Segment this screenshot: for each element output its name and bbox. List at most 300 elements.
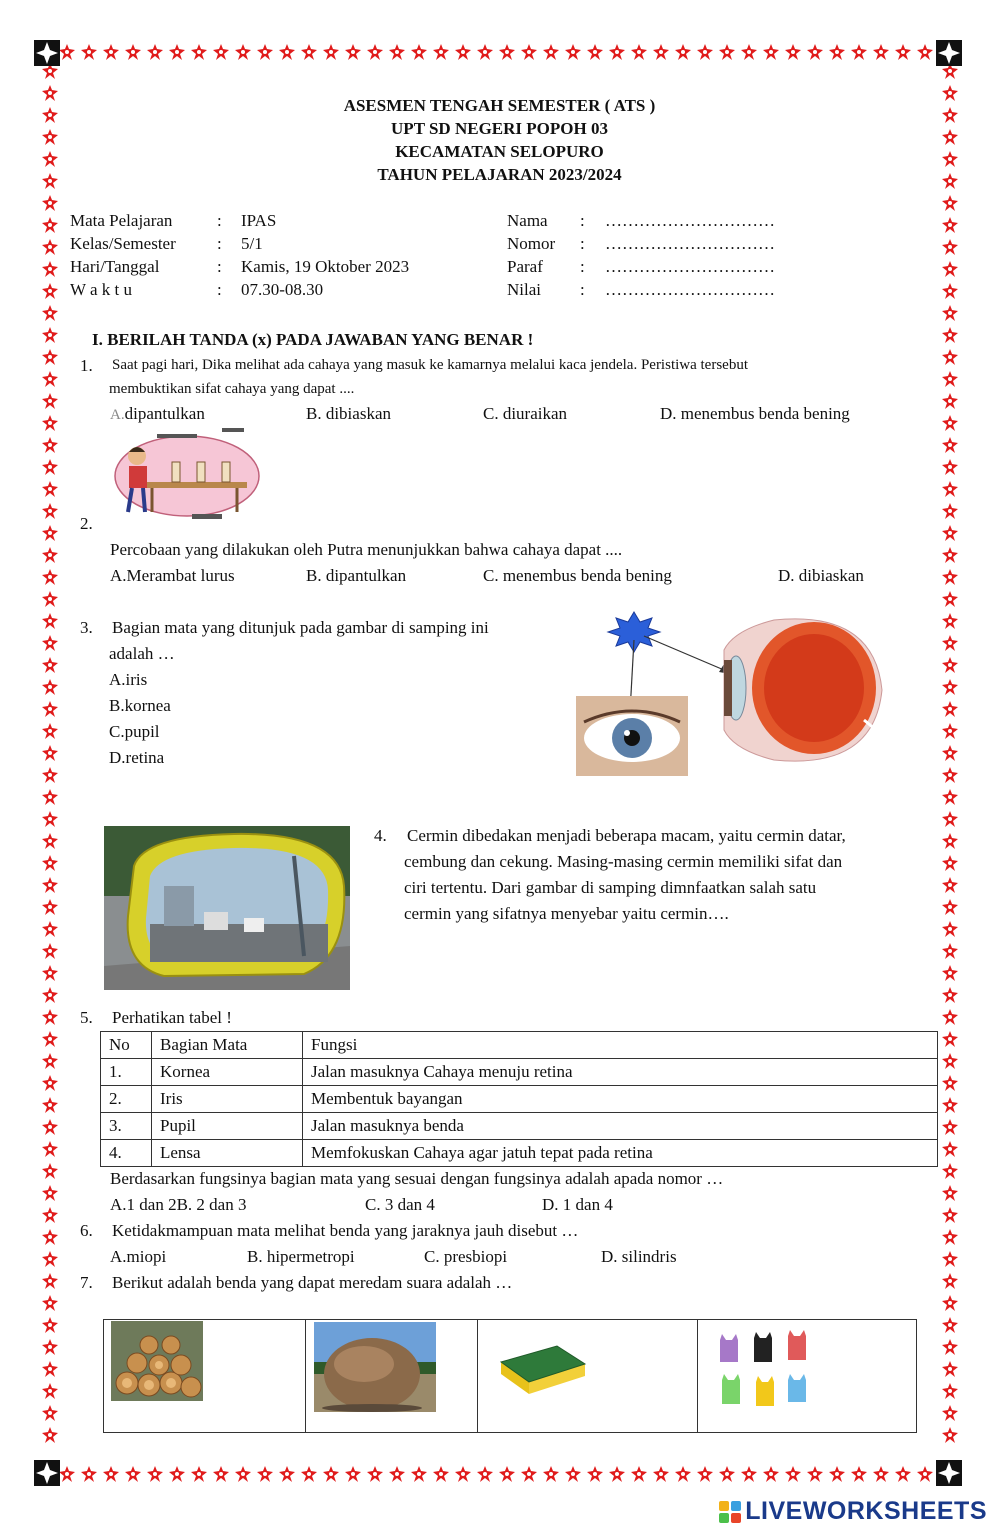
border-star-icon xyxy=(941,458,959,476)
eye-anatomy-image xyxy=(574,610,894,780)
border-star-icon xyxy=(256,1465,274,1483)
liveworksheets-logo-icon xyxy=(719,1501,741,1523)
border-star-icon xyxy=(388,43,406,61)
border-star-icon xyxy=(941,656,959,674)
q5-option-a-b[interactable]: A.1 dan 2B. 2 dan 3 xyxy=(110,1195,247,1214)
border-star-icon xyxy=(300,43,318,61)
border-star-icon xyxy=(41,392,59,410)
border-star-icon xyxy=(41,810,59,828)
border-star-icon xyxy=(278,43,296,61)
border-star-icon xyxy=(941,568,959,586)
border-star-icon xyxy=(41,722,59,740)
plastic-bags-image[interactable] xyxy=(716,1326,816,1412)
border-star-icon xyxy=(608,1465,626,1483)
eye-parts-table xyxy=(100,1031,938,1167)
q1-option-a[interactable] xyxy=(110,404,205,424)
signature-field[interactable]: ………………………… xyxy=(605,257,775,276)
border-star-icon xyxy=(344,1465,362,1483)
info-sep: : xyxy=(580,211,585,230)
option-prefix: A. xyxy=(110,407,125,423)
border-star-icon xyxy=(41,656,59,674)
border-star-icon xyxy=(410,43,428,61)
border-star-icon xyxy=(941,216,959,234)
q4-text-line2: cembung dan cekung. Masing-masing cermin memiliki sifat dan xyxy=(404,852,843,871)
border-star-icon xyxy=(941,898,959,916)
border-star-icon xyxy=(41,1294,59,1312)
q3-option-d[interactable]: D.retina xyxy=(109,748,165,767)
border-star-icon xyxy=(41,1338,59,1356)
info-label: Paraf xyxy=(507,257,543,276)
border-star-icon xyxy=(941,238,959,256)
border-star-icon xyxy=(586,1465,604,1483)
q3-number: 3. xyxy=(80,618,93,637)
border-star-icon xyxy=(41,260,59,278)
border-star-icon xyxy=(41,480,59,498)
border-star-icon xyxy=(41,942,59,960)
border-star-icon xyxy=(941,942,959,960)
border-star-icon xyxy=(41,1184,59,1202)
border-star-icon xyxy=(41,898,59,916)
q7-text: Berikut adalah benda yang dapat meredam suara adalah … xyxy=(112,1273,513,1292)
border-star-icon xyxy=(894,1465,912,1483)
light-experiment-illustration xyxy=(112,424,262,524)
border-star-icon xyxy=(806,43,824,61)
info-value: Kamis, 19 Oktober 2023 xyxy=(241,257,410,276)
border-star-icon xyxy=(41,194,59,212)
border-star-icon xyxy=(941,810,959,828)
border-star-icon xyxy=(941,788,959,806)
border-star-icon xyxy=(941,1382,959,1400)
border-star-icon xyxy=(542,1465,560,1483)
border-star-icon xyxy=(190,43,208,61)
border-star-icon xyxy=(41,1162,59,1180)
border-star-icon xyxy=(941,986,959,1004)
table-cell: Jalan masuknya Cahaya menuju retina xyxy=(303,1059,938,1086)
border-star-icon xyxy=(740,43,758,61)
border-star-icon xyxy=(894,43,912,61)
info-label: Kelas/Semester xyxy=(70,234,176,253)
border-star-icon xyxy=(872,1465,890,1483)
border-star-icon xyxy=(718,1465,736,1483)
border-star-icon xyxy=(941,1118,959,1136)
border-star-icon xyxy=(41,854,59,872)
border-star-icon xyxy=(41,1382,59,1400)
border-star-icon xyxy=(941,370,959,388)
border-star-icon xyxy=(190,1465,208,1483)
border-star-icon xyxy=(941,1404,959,1422)
border-star-icon xyxy=(146,1465,164,1483)
number-field[interactable]: ………………………… xyxy=(605,234,775,253)
q7-number: 7. xyxy=(80,1273,93,1292)
info-label: Nama xyxy=(507,211,548,230)
table-cell: Membentuk bayangan xyxy=(303,1086,938,1113)
border-star-icon xyxy=(941,678,959,696)
border-star-icon xyxy=(41,832,59,850)
info-value: 07.30-08.30 xyxy=(241,280,324,299)
border-star-icon xyxy=(212,1465,230,1483)
border-star-icon xyxy=(300,1465,318,1483)
border-star-icon xyxy=(941,282,959,300)
sponge-image[interactable] xyxy=(497,1342,589,1400)
border-star-icon xyxy=(916,1465,934,1483)
border-star-icon xyxy=(941,1228,959,1246)
q2-option-a[interactable]: A.Merambat lurus xyxy=(110,566,235,585)
table-row xyxy=(101,1059,938,1086)
q5-number: 5. xyxy=(80,1008,93,1027)
border-star-icon xyxy=(278,1465,296,1483)
liveworksheets-logo[interactable] xyxy=(719,1497,987,1526)
border-star-icon xyxy=(941,1140,959,1158)
decorative-border-top xyxy=(34,40,964,64)
border-star-icon xyxy=(168,1465,186,1483)
border-star-icon xyxy=(41,1228,59,1246)
border-star-icon xyxy=(41,546,59,564)
border-star-icon xyxy=(630,43,648,61)
border-star-icon xyxy=(941,876,959,894)
border-star-icon xyxy=(146,43,164,61)
border-star-icon xyxy=(941,832,959,850)
border-star-icon xyxy=(941,854,959,872)
border-star-icon xyxy=(41,216,59,234)
car-side-mirror-image xyxy=(104,826,350,990)
border-star-icon xyxy=(366,43,384,61)
border-star-icon xyxy=(806,1465,824,1483)
info-label: Mata Pelajaran xyxy=(70,211,173,230)
border-star-icon xyxy=(322,43,340,61)
table-cell: Memfokuskan Cahaya agar jatuh tepat pada retina xyxy=(303,1140,938,1167)
border-star-icon xyxy=(608,43,626,61)
border-star-icon xyxy=(520,43,538,61)
border-star-icon xyxy=(941,546,959,564)
border-star-icon xyxy=(41,568,59,586)
border-star-icon xyxy=(41,326,59,344)
border-star-icon xyxy=(850,43,868,61)
border-star-icon xyxy=(41,744,59,762)
border-star-icon xyxy=(102,43,120,61)
district-name: KECAMATAN SELOPURO xyxy=(395,142,604,161)
decorative-border-bottom xyxy=(34,1462,964,1486)
border-star-icon xyxy=(542,43,560,61)
score-field[interactable]: ………………………… xyxy=(605,280,775,299)
border-star-icon xyxy=(696,43,714,61)
q6-option-d[interactable]: D. silindris xyxy=(601,1247,677,1266)
border-star-icon xyxy=(388,1465,406,1483)
border-star-icon xyxy=(41,458,59,476)
border-star-icon xyxy=(41,1052,59,1070)
border-star-icon xyxy=(784,43,802,61)
border-star-icon xyxy=(941,524,959,542)
q1-number: 1. xyxy=(80,356,93,375)
table-header-cell: Bagian Mata xyxy=(152,1032,303,1059)
border-star-icon xyxy=(322,1465,340,1483)
table-cell: Iris xyxy=(152,1086,303,1113)
border-star-icon xyxy=(41,876,59,894)
q6-option-b[interactable]: B. hipermetropi xyxy=(247,1247,355,1266)
border-star-icon xyxy=(41,612,59,630)
q2-text: Percobaan yang dilakukan oleh Putra menunjukkan bahwa cahaya dapat .... xyxy=(110,540,623,559)
border-star-icon xyxy=(41,238,59,256)
border-star-icon xyxy=(41,1008,59,1026)
border-star-icon xyxy=(941,1272,959,1290)
table-cell: 1. xyxy=(101,1059,152,1086)
q1-option-b[interactable]: B. dibiaskan xyxy=(306,404,391,423)
q2-option-b[interactable]: B. dipantulkan xyxy=(306,566,407,585)
border-star-icon xyxy=(124,43,142,61)
border-star-icon xyxy=(41,1404,59,1422)
info-sep: : xyxy=(217,280,222,299)
border-star-icon xyxy=(941,612,959,630)
border-star-icon xyxy=(168,43,186,61)
table-cell: 3. xyxy=(101,1113,152,1140)
border-star-icon xyxy=(941,194,959,212)
section-title: I. BERILAH TANDA (x) PADA JAWABAN YANG BENAR ! xyxy=(92,330,534,349)
q5-question: Berdasarkan fungsinya bagian mata yang sesuai dengan fungsinya adalah apada nomor … xyxy=(110,1169,724,1188)
border-star-icon xyxy=(41,1272,59,1290)
table-header-row xyxy=(101,1032,938,1059)
border-star-icon xyxy=(41,1096,59,1114)
border-star-icon xyxy=(498,1465,516,1483)
info-value: IPAS xyxy=(241,211,277,230)
info-sep: : xyxy=(580,257,585,276)
border-star-icon xyxy=(432,1465,450,1483)
q3-text: Bagian mata yang ditunjuk pada gambar di samping ini xyxy=(112,618,489,637)
q3-option-a[interactable]: A.iris xyxy=(109,670,148,689)
border-star-icon xyxy=(674,43,692,61)
table-cell: Jalan masuknya benda xyxy=(303,1113,938,1140)
border-star-icon xyxy=(941,436,959,454)
border-star-icon xyxy=(941,766,959,784)
q6-option-a[interactable]: A.miopi xyxy=(110,1247,167,1266)
q6-number: 6. xyxy=(80,1221,93,1240)
q1-text-cont: membuktikan sifat cahaya yang dapat .... xyxy=(109,381,355,397)
border-star-icon xyxy=(476,1465,494,1483)
border-star-icon xyxy=(941,634,959,652)
info-label: Nilai xyxy=(507,280,541,299)
border-star-icon xyxy=(941,1294,959,1312)
q1-option-d[interactable]: D. menembus benda bening xyxy=(660,404,850,423)
border-star-icon xyxy=(41,282,59,300)
q2-option-c[interactable]: C. menembus benda bening xyxy=(483,566,672,585)
border-star-icon xyxy=(41,634,59,652)
border-star-icon xyxy=(564,43,582,61)
info-sep: : xyxy=(217,211,222,230)
table-cell: Lensa xyxy=(152,1140,303,1167)
q4-number: 4. xyxy=(374,826,387,845)
border-star-icon xyxy=(41,986,59,1004)
border-star-icon xyxy=(410,1465,428,1483)
border-star-icon xyxy=(41,1118,59,1136)
border-star-icon xyxy=(762,1465,780,1483)
table-cell: 2. xyxy=(101,1086,152,1113)
border-star-icon xyxy=(696,1465,714,1483)
border-star-icon xyxy=(454,43,472,61)
border-star-icon xyxy=(941,1052,959,1070)
border-star-icon xyxy=(674,1465,692,1483)
q5-text: Perhatikan tabel ! xyxy=(112,1008,232,1027)
border-star-icon xyxy=(652,43,670,61)
border-star-icon xyxy=(941,1206,959,1224)
school-name: UPT SD NEGERI POPOH 03 xyxy=(391,119,608,138)
border-star-icon xyxy=(941,348,959,366)
info-sep: : xyxy=(580,280,585,299)
border-star-icon xyxy=(941,722,959,740)
border-star-icon xyxy=(941,502,959,520)
border-star-icon xyxy=(124,1465,142,1483)
border-star-icon xyxy=(344,43,362,61)
decorative-border-left xyxy=(38,40,62,1468)
border-star-icon xyxy=(256,43,274,61)
border-star-icon xyxy=(941,590,959,608)
border-star-icon xyxy=(41,590,59,608)
table-row xyxy=(101,1086,938,1113)
q1-option-c[interactable]: C. diuraikan xyxy=(483,404,568,423)
table-header-cell: Fungsi xyxy=(303,1032,938,1059)
border-star-icon xyxy=(941,1162,959,1180)
border-star-icon xyxy=(941,1338,959,1356)
border-star-icon xyxy=(718,43,736,61)
table-row xyxy=(101,1113,938,1140)
q4-text-line4: cermin yang sifatnya menyebar yaitu cermin…. xyxy=(404,904,729,923)
q3-option-b[interactable]: B.kornea xyxy=(109,696,171,715)
border-star-icon xyxy=(41,1206,59,1224)
border-star-icon xyxy=(916,43,934,61)
border-star-icon xyxy=(41,1074,59,1092)
border-star-icon xyxy=(432,43,450,61)
border-star-icon xyxy=(784,1465,802,1483)
border-star-icon xyxy=(212,43,230,61)
option-label: dipantulkan xyxy=(124,404,205,423)
info-label: Hari/Tanggal xyxy=(70,257,160,276)
border-star-icon xyxy=(80,43,98,61)
border-star-icon xyxy=(872,43,890,61)
border-star-icon xyxy=(941,1030,959,1048)
table-cell: 4. xyxy=(101,1140,152,1167)
q7-image-grid xyxy=(103,1319,917,1433)
wood-logs-image[interactable] xyxy=(111,1321,203,1401)
border-star-icon xyxy=(941,326,959,344)
q6-option-c[interactable]: C. presbiopi xyxy=(424,1247,508,1266)
border-star-icon xyxy=(740,1465,758,1483)
border-star-icon xyxy=(41,766,59,784)
q5-option-c[interactable]: C. 3 dan 4 xyxy=(365,1195,435,1214)
border-star-icon xyxy=(941,260,959,278)
info-sep: : xyxy=(217,257,222,276)
border-star-icon xyxy=(41,436,59,454)
border-star-icon xyxy=(941,1316,959,1334)
info-sep: : xyxy=(580,234,585,253)
border-star-icon xyxy=(762,43,780,61)
border-star-icon xyxy=(498,43,516,61)
table-row xyxy=(101,1140,938,1167)
table-header-cell: No xyxy=(101,1032,152,1059)
q3-text-cont: adalah … xyxy=(109,644,175,663)
border-star-icon xyxy=(41,348,59,366)
corner-star-icon xyxy=(936,1460,962,1486)
corner-star-icon xyxy=(34,1460,60,1486)
border-star-icon xyxy=(41,1360,59,1378)
border-star-icon xyxy=(941,964,959,982)
table-cell: Kornea xyxy=(152,1059,303,1086)
border-star-icon xyxy=(41,788,59,806)
border-star-icon xyxy=(828,43,846,61)
border-star-icon xyxy=(80,1465,98,1483)
border-star-icon xyxy=(41,1426,59,1444)
q5-option-d[interactable]: D. 1 dan 4 xyxy=(542,1195,613,1214)
border-star-icon xyxy=(476,43,494,61)
border-star-icon xyxy=(41,524,59,542)
border-star-icon xyxy=(41,964,59,982)
border-star-icon xyxy=(941,1008,959,1026)
info-label: W a k t u xyxy=(70,280,133,299)
border-star-icon xyxy=(102,1465,120,1483)
info-sep: : xyxy=(217,234,222,253)
exam-title: ASESMEN TENGAH SEMESTER ( ATS ) xyxy=(343,96,656,115)
border-star-icon xyxy=(941,392,959,410)
border-star-icon xyxy=(941,744,959,762)
border-star-icon xyxy=(41,678,59,696)
border-star-icon xyxy=(41,414,59,432)
border-star-icon xyxy=(41,700,59,718)
info-label: Nomor xyxy=(507,234,556,253)
q4-text-line3: ciri tertentu. Dari gambar di samping dimnfaatkan salah satu xyxy=(404,878,817,897)
info-value: 5/1 xyxy=(241,234,263,253)
name-field[interactable]: ………………………… xyxy=(605,211,775,230)
q2-option-d[interactable]: D. dibiaskan xyxy=(778,566,864,585)
border-star-icon xyxy=(564,1465,582,1483)
border-star-icon xyxy=(41,1250,59,1268)
border-star-icon xyxy=(941,480,959,498)
logo-text: LIVEWORKSHEETS xyxy=(745,1497,987,1525)
border-star-icon xyxy=(41,1030,59,1048)
border-star-icon xyxy=(941,1360,959,1378)
border-star-icon xyxy=(941,1250,959,1268)
table-cell: Pupil xyxy=(152,1113,303,1140)
border-star-icon xyxy=(941,1426,959,1444)
q4-text-line1: Cermin dibedakan menjadi beberapa macam, yaitu cermin datar, xyxy=(407,826,846,845)
q6-text: Ketidakmampuan mata melihat benda yang jaraknya jauh disebut … xyxy=(112,1221,579,1240)
corner-star-icon xyxy=(34,40,60,66)
corner-star-icon xyxy=(936,40,962,66)
decorative-border-right xyxy=(938,40,962,1468)
border-star-icon xyxy=(41,370,59,388)
q1-text: Saat pagi hari, Dika melihat ada cahaya yang masuk ke kamarnya melalui kaca jendela. Peristiwa tersebut xyxy=(112,357,748,373)
border-star-icon xyxy=(520,1465,538,1483)
border-star-icon xyxy=(828,1465,846,1483)
border-star-icon xyxy=(41,1316,59,1334)
border-star-icon xyxy=(941,920,959,938)
border-star-icon xyxy=(850,1465,868,1483)
border-star-icon xyxy=(941,1074,959,1092)
border-star-icon xyxy=(941,1184,959,1202)
academic-year: TAHUN PELAJARAN 2023/2024 xyxy=(377,165,622,184)
boulder-image[interactable] xyxy=(314,1322,436,1412)
border-star-icon xyxy=(234,1465,252,1483)
border-star-icon xyxy=(41,920,59,938)
border-star-icon xyxy=(630,1465,648,1483)
q3-option-c[interactable]: C.pupil xyxy=(109,722,160,741)
q2-number: 2. xyxy=(80,514,93,533)
border-star-icon xyxy=(941,414,959,432)
border-star-icon xyxy=(941,1096,959,1114)
border-star-icon xyxy=(41,502,59,520)
border-star-icon xyxy=(41,1140,59,1158)
border-star-icon xyxy=(454,1465,472,1483)
border-star-icon xyxy=(234,43,252,61)
border-star-icon xyxy=(652,1465,670,1483)
border-star-icon xyxy=(941,700,959,718)
border-star-icon xyxy=(366,1465,384,1483)
border-star-icon xyxy=(586,43,604,61)
